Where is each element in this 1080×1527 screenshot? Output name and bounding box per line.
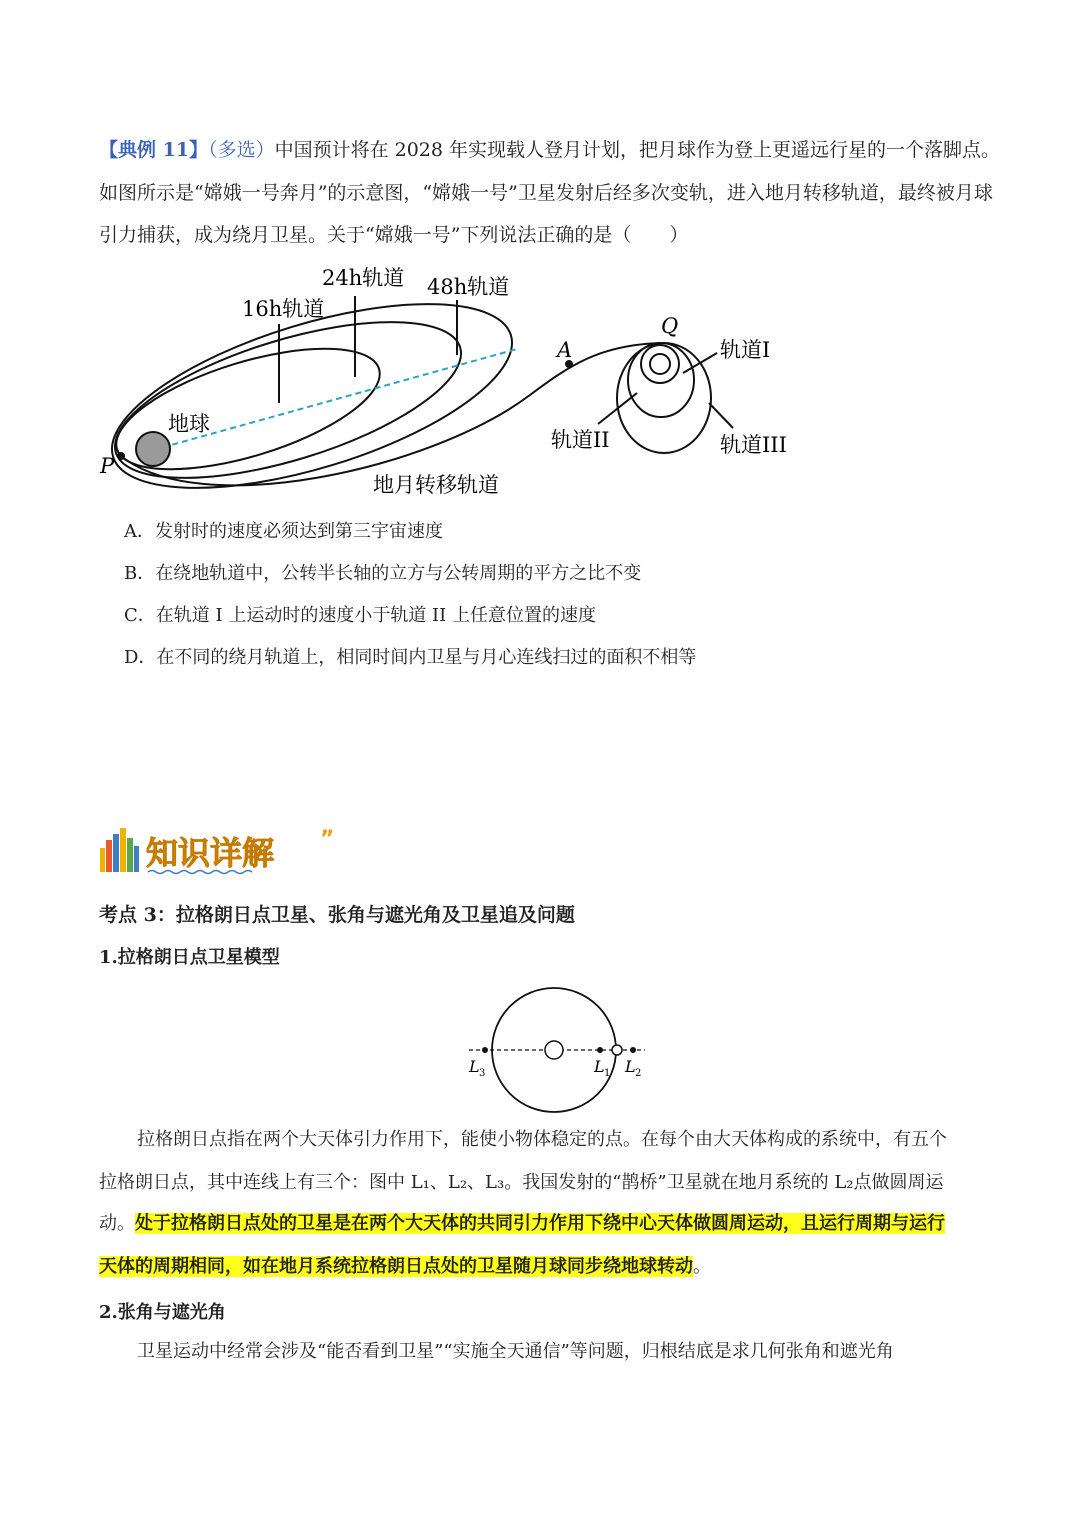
label-l1-sub: 1 [604, 1068, 611, 1079]
l3-dot [482, 1047, 488, 1053]
label-orbit-3: 轨道III [720, 433, 787, 457]
problem-tag: 【典例 11】 [99, 139, 209, 161]
label-24h: 24h轨道 [322, 266, 405, 290]
problem-line-1 [99, 137, 1000, 163]
label-l3-sub: 3 [479, 1068, 486, 1079]
option-d: D．在不同的绕月轨道上，相同时间内卫星与月心连线扫过的面积不相等 [124, 647, 697, 668]
option-b: B．在绕地轨道中，公转半长轴的立方与公转周期的平方之比不变 [124, 563, 642, 584]
knowledge-banner [98, 826, 343, 880]
section-title: 考点 3：拉格朗日点卫星、张角与遮光角及卫星追及问题 [99, 904, 575, 926]
highlight-text-2: 天体的周期相同，如在地月系统拉格朗日点处的卫星随月球同步绕地球转动 [99, 1256, 693, 1277]
subsection-1: 1.拉格朗日点卫星模型 [99, 947, 280, 968]
label-16h: 16h轨道 [242, 297, 325, 321]
lagrange-diagram [455, 985, 655, 1120]
label-a: A [557, 338, 573, 362]
option-a: A．发射时的速度必须达到第三宇宙速度 [124, 521, 443, 542]
l1-dot [597, 1047, 603, 1053]
label-p: P [100, 454, 115, 478]
para2-line-1: 卫星运动中经常会涉及“能否看到卫星”“实施全天通信”等问题，归根结底是求几何张角和遮光角 [137, 1341, 894, 1362]
para1-line-4-plain: 。 [693, 1256, 711, 1277]
label-l3: L [469, 1057, 480, 1076]
label-48h: 48h轨道 [427, 275, 510, 299]
problem-line-2: 如图所示是“嫦娥一号奔月”的示意图，“嫦娥一号”卫星发射后经多次变轨，进入地月转移轨道，最终被月球 [99, 182, 993, 204]
books-icon [100, 828, 139, 872]
svg-text:”: ” [320, 827, 335, 852]
subsection-2: 2.张角与遮光角 [99, 1302, 226, 1323]
problem-type: （多选） [208, 139, 275, 161]
orbit-diagram [0, 255, 1080, 510]
para1-line-3-plain: 动。 [99, 1213, 135, 1234]
option-c: C．在轨道 I 上运动时的速度小于轨道 II 上任意位置的速度 [124, 605, 596, 626]
central-body-circle [545, 1041, 563, 1059]
l2-dot [630, 1047, 636, 1053]
label-l2-sub: 2 [635, 1068, 642, 1079]
label-orbit-1: 轨道I [720, 338, 771, 362]
orbit-1-ellipse [641, 345, 679, 383]
label-l1: L [594, 1057, 605, 1076]
para1-line-1: 拉格朗日点指在两个大天体引力作用下，能使小物体稳定的点。在每个由大天体构成的系统中，有五个 [137, 1129, 947, 1150]
banner-title: 知识详解 [146, 834, 275, 872]
para1-line-4 [99, 1254, 711, 1280]
label-orbit-2: 轨道II [551, 428, 610, 452]
point-p-dot [117, 452, 125, 460]
orbiting-body-circle [612, 1045, 622, 1055]
para1-line-2: 拉格朗日点，其中连线上有三个：图中 L₁、L₂、L₃。我国发射的“鹊桥”卫星就在地月系统的 L₂点做圆周运 [99, 1172, 944, 1193]
problem-line-3: 引力捕获，成为绕月卫星。关于“嫦娥一号”下列说法正确的是（ ） [99, 224, 689, 246]
earth-circle [136, 432, 170, 466]
moon-circle [650, 354, 670, 374]
label-transfer: 地月转移轨道 [373, 473, 499, 497]
label-q: Q [661, 314, 679, 338]
highlight-text-1: 处于拉格朗日点处的卫星是在两个大天体的共同引力作用下绕中心天体做圆周运动，且运行周期与运行 [135, 1213, 945, 1234]
label-l2: L [625, 1057, 636, 1076]
problem-text-1: 中国预计将在 2028 年实现载人登月计划，把月球作为登上更遥远行星的一个落脚点。 [274, 139, 1001, 161]
para1-line-3 [99, 1211, 945, 1237]
label-earth: 地球 [168, 412, 210, 436]
